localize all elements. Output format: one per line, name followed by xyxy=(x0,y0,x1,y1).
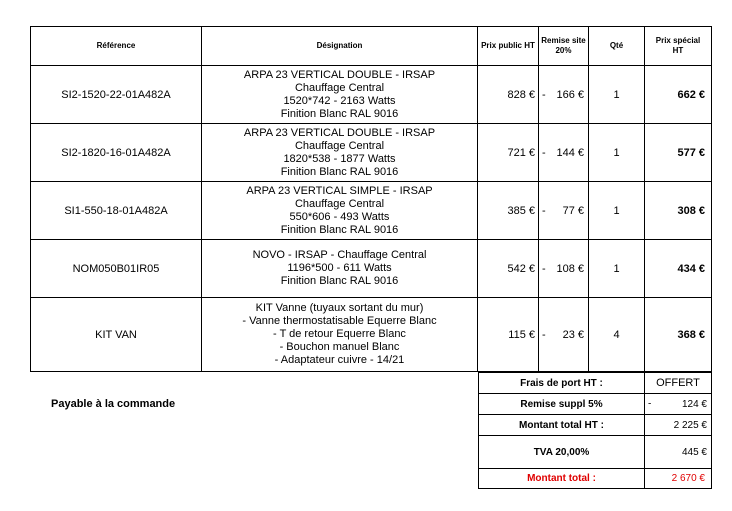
prix-public-cell: 828 € xyxy=(478,66,539,124)
payable-note: Payable à la commande xyxy=(51,398,176,410)
designation-line: Chauffage Central xyxy=(294,139,385,152)
montant-ht-value: 2 225 € xyxy=(645,415,712,436)
designation-line: 550*606 - 493 Watts xyxy=(289,210,390,223)
table-row xyxy=(31,66,712,124)
designation-line: Finition Blanc RAL 9016 xyxy=(280,275,399,287)
header-prix-special-line1: Prix spécial xyxy=(655,36,701,45)
table-row xyxy=(31,298,712,372)
remise-suppl-dash: - xyxy=(648,398,652,410)
designation-line: KIT Vanne (tuyaux sortant du mur) xyxy=(255,302,424,314)
totals-row-montant-ht xyxy=(479,415,712,436)
frais-label: Frais de port HT : xyxy=(479,373,645,394)
designation-line: - T de retour Equerre Blanc xyxy=(273,328,406,340)
header-remise xyxy=(539,27,589,66)
remise-cell xyxy=(539,124,589,182)
qte-cell: 1 xyxy=(589,240,645,298)
header-designation: Désignation xyxy=(202,27,478,66)
designation-line: 1520*742 - 2163 Watts xyxy=(283,94,396,107)
designation-line: ARPA 23 VERTICAL SIMPLE - IRSAP xyxy=(246,184,433,197)
designation-line: Chauffage Central xyxy=(294,81,385,94)
remise-dash: - xyxy=(542,262,546,275)
designation-cell xyxy=(202,66,478,124)
remise-cell xyxy=(539,240,589,298)
totals-table xyxy=(478,372,712,489)
remise-value: 77 € xyxy=(562,204,584,217)
header-prix-special-line2: HT xyxy=(672,46,684,55)
prix-special-cell: 577 € xyxy=(645,124,712,182)
remise-suppl-value: 124 € xyxy=(681,398,707,410)
reference-cell: KIT VAN xyxy=(31,298,202,372)
designation-line: Finition Blanc RAL 9016 xyxy=(280,165,399,178)
designation-cell xyxy=(202,124,478,182)
qte-cell: 1 xyxy=(589,124,645,182)
header-prix-public: Prix public HT xyxy=(478,27,539,66)
remise-suppl-label: Remise suppl 5% xyxy=(479,394,645,415)
tva-label: TVA 20,00% xyxy=(479,436,645,469)
remise-dash: - xyxy=(542,204,546,217)
designation-line: Chauffage Central xyxy=(294,197,385,210)
prix-public-cell: 115 € xyxy=(478,298,539,372)
remise-dash: - xyxy=(542,146,546,159)
prix-special-cell: 368 € xyxy=(645,298,712,372)
reference-cell: SI2-1520-22-01A482A xyxy=(31,66,202,124)
totals-row-grand xyxy=(479,469,712,489)
designation-cell xyxy=(202,182,478,240)
remise-value: 108 € xyxy=(556,262,584,275)
qte-cell: 1 xyxy=(589,66,645,124)
tva-value: 445 € xyxy=(645,436,712,469)
quote-table xyxy=(30,26,712,372)
remise-cell xyxy=(539,182,589,240)
designation-cell xyxy=(202,240,478,298)
remise-dash: - xyxy=(542,328,546,341)
designation-line: 1196*500 - 611 Watts xyxy=(287,262,392,274)
remise-suppl-value-cell xyxy=(645,394,712,415)
qte-cell: 4 xyxy=(589,298,645,372)
designation-line: - Bouchon manuel Blanc xyxy=(279,341,400,353)
prix-public-cell: 385 € xyxy=(478,182,539,240)
prix-public-cell: 721 € xyxy=(478,124,539,182)
designation-line: ARPA 23 VERTICAL DOUBLE - IRSAP xyxy=(243,68,436,81)
table-row xyxy=(31,182,712,240)
reference-cell: SI1-550-18-01A482A xyxy=(31,182,202,240)
header-row xyxy=(31,27,712,66)
designation-line: NOVO - IRSAP - Chauffage Central xyxy=(252,249,427,261)
designation-line: 1820*538 - 1877 Watts xyxy=(283,152,396,165)
remise-cell xyxy=(539,66,589,124)
totals-row-remise xyxy=(479,394,712,415)
prix-special-cell: 662 € xyxy=(645,66,712,124)
grand-total-value: 2 670 € xyxy=(645,469,712,489)
header-prix-special xyxy=(645,27,712,66)
prix-public-cell: 542 € xyxy=(478,240,539,298)
table-row xyxy=(31,240,712,298)
remise-value: 144 € xyxy=(556,146,584,159)
header-remise-line1: Remise site xyxy=(541,36,586,45)
reference-cell: NOM050B01IR05 xyxy=(31,240,202,298)
prix-special-cell: 308 € xyxy=(645,182,712,240)
frais-value: OFFERT xyxy=(645,373,712,394)
totals-row-tva xyxy=(479,436,712,469)
designation-cell xyxy=(202,298,478,372)
designation-line: ARPA 23 VERTICAL DOUBLE - IRSAP xyxy=(243,126,436,139)
remise-dash: - xyxy=(542,88,546,101)
designation-line: Finition Blanc RAL 9016 xyxy=(280,107,399,120)
totals-row-frais xyxy=(479,373,712,394)
header-remise-line2: 20% xyxy=(555,46,572,55)
prix-special-cell: 434 € xyxy=(645,240,712,298)
remise-cell xyxy=(539,298,589,372)
designation-line: - Vanne thermostatisable Equerre Blanc xyxy=(242,315,437,327)
grand-total-label: Montant total : xyxy=(479,469,645,489)
montant-ht-label: Montant total HT : xyxy=(479,415,645,436)
header-qte: Qté xyxy=(589,27,645,66)
remise-value: 166 € xyxy=(556,88,584,101)
remise-value: 23 € xyxy=(562,328,584,341)
designation-line: Finition Blanc RAL 9016 xyxy=(280,223,399,236)
qte-cell: 1 xyxy=(589,182,645,240)
designation-line: - Adaptateur cuivre - 14/21 xyxy=(274,354,405,366)
header-reference: Référence xyxy=(31,27,202,66)
table-row xyxy=(31,124,712,182)
reference-cell: SI2-1820-16-01A482A xyxy=(31,124,202,182)
